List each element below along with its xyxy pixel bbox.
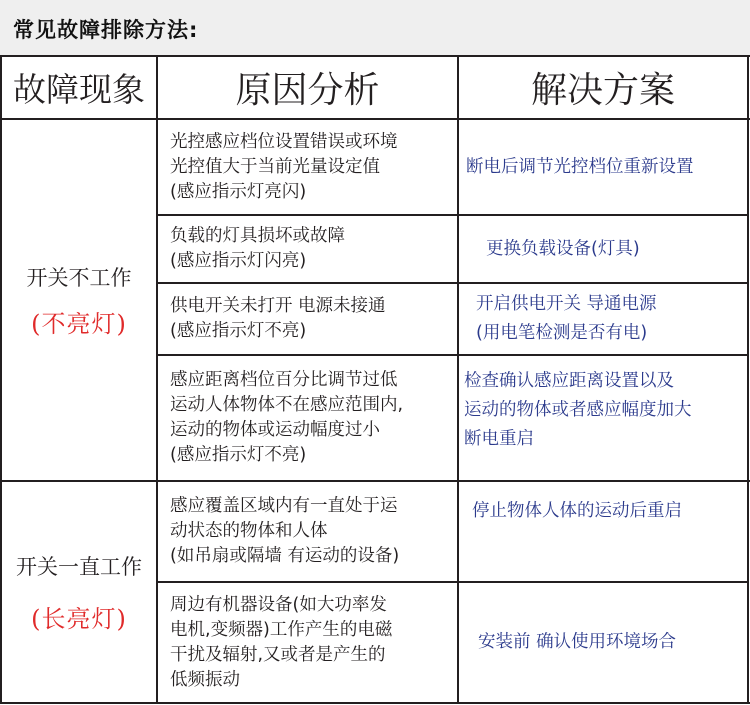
solution-text: 更换负载设备(灯具) [486,238,640,259]
cause-cell [170,481,452,582]
cause-cell [170,119,452,215]
header-symptom: 故障现象 [13,70,145,109]
symptom-badge: (不亮灯) [31,309,127,338]
header-solution-cell [458,56,748,119]
cause-text: 负载的灯具损坏或故障 (感应指示灯闪亮) [170,226,345,271]
cause-text: 供电开关未打开 电源未接通 (感应指示灯不亮) [170,296,386,341]
solution-text: 检查确认感应距离设置以及 运动的物体或者感应幅度加大 断电重启 [464,371,692,449]
cause-cell [170,283,452,355]
header-cause: 原因分析 [235,70,380,111]
cause-cell [170,355,452,481]
solution-cell [472,481,746,541]
solution-cell [478,582,746,703]
solution-cell [464,355,746,481]
solution-text: 开启供电开关 导通电源 (用电笔检测是否有电) [476,294,657,343]
symptom-cell-1 [1,119,157,481]
page-title: 常见故障排除方法: [13,18,199,42]
symptom-label: 开关不工作 [26,265,132,290]
cause-text: 感应距离档位百分比调节过低 运动人体物体不在感应范围内, 运动的物体或运动幅度过小 (感应指示灯不亮) [170,370,404,465]
cause-text: 周边有机器设备(如大功率发 电机,变频器)工作产生的电磁 干扰及辐射,又或者是产生的 低频振动 [170,594,393,690]
symptom-badge: (长亮灯) [31,604,127,633]
solution-cell [466,119,746,215]
cause-text: 光控感应档位设置错误或环境 光控值大于当前光量设定值 (感应指示灯亮闪) [170,131,398,202]
solution-cell [476,283,746,355]
cause-cell [170,582,452,703]
solution-cell [486,215,746,283]
solution-text: 停止物体人体的运动后重启 [472,500,682,521]
cause-cell [170,215,452,283]
solution-text: 断电后调节光控档位重新设置 [466,156,694,177]
header-solution: 解决方案 [530,70,675,111]
header-symptom-cell [1,56,157,119]
cause-text: 感应覆盖区域内有一直处于运 动状态的物体和人体 (如吊扇或隔墙 有运动的设备) [170,496,400,566]
header-cause-cell [157,56,458,119]
symptom-cell-2 [1,481,157,703]
symptom-label: 开关一直工作 [16,554,142,579]
solution-text: 安装前 确认使用环境场合 [478,632,677,652]
title-bar [0,0,750,55]
